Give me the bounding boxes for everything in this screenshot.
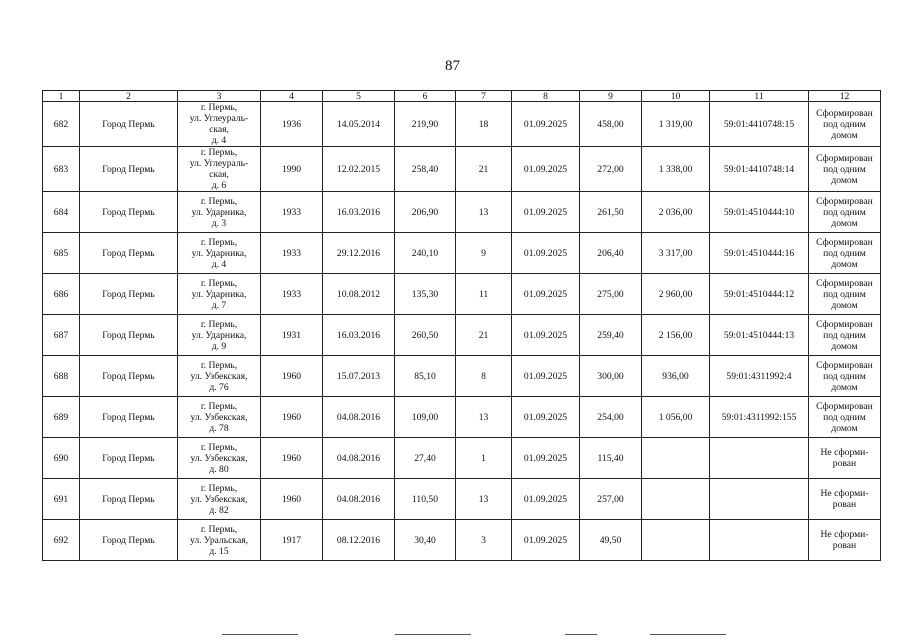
value-cell: 1 338,00: [642, 147, 710, 192]
status-line: под одним: [823, 370, 866, 382]
date-cell: 12.02.2015: [323, 147, 395, 192]
address-line: ул. Углеураль-: [189, 158, 249, 169]
land-status-cell: [809, 233, 881, 274]
year-built-cell: 1933: [261, 192, 323, 233]
year-built-cell: 1917: [261, 520, 323, 561]
status-line: рован: [832, 499, 857, 510]
table-row: [43, 479, 881, 520]
row-number-cell: 688: [43, 356, 80, 397]
address-line: ул. Узбекская,: [190, 452, 248, 464]
address-line: д. 3: [211, 217, 227, 229]
column-number-row: [43, 91, 881, 102]
value-cell: 254,00: [580, 397, 642, 438]
value-cell: [642, 479, 710, 520]
row-number-cell: 683: [43, 147, 80, 192]
status-line: Сформирован: [816, 195, 873, 207]
address-line: ская,: [209, 124, 229, 135]
row-number-cell: 691: [43, 479, 80, 520]
address-line: г. Пермь,: [200, 147, 238, 158]
status-line: рован: [832, 458, 857, 469]
planned-date-cell: 01.09.2025: [512, 356, 580, 397]
address-cell: [178, 397, 261, 438]
date-cell: 04.08.2016: [323, 397, 395, 438]
land-status-cell: [809, 315, 881, 356]
municipality-cell: Город Пермь: [80, 356, 178, 397]
planned-date-cell: 01.09.2025: [512, 479, 580, 520]
status-line: Сформирован: [816, 318, 873, 330]
table-row: [43, 274, 881, 315]
municipality-cell: Город Пермь: [80, 397, 178, 438]
status-line: Не сформи-: [820, 488, 869, 499]
value-cell: 275,00: [580, 274, 642, 315]
column-header: 4: [261, 91, 323, 102]
date-cell: 08.12.2016: [323, 520, 395, 561]
value-cell: 1 319,00: [642, 102, 710, 147]
count-cell: 1: [456, 438, 512, 479]
land-status-cell: [809, 397, 881, 438]
planned-date-cell: 01.09.2025: [512, 147, 580, 192]
footer-rule: [565, 634, 597, 635]
address-line: д. 80: [209, 463, 229, 475]
address-cell: [178, 315, 261, 356]
year-built-cell: 1960: [261, 479, 323, 520]
status-line: Сформирован: [816, 277, 873, 289]
status-line: под одним: [823, 118, 866, 130]
address-cell: [178, 233, 261, 274]
row-number-cell: 692: [43, 520, 80, 561]
land-status-cell: [809, 274, 881, 315]
address-cell: [178, 356, 261, 397]
planned-date-cell: 01.09.2025: [512, 397, 580, 438]
date-cell: 04.08.2016: [323, 479, 395, 520]
value-cell: 2 156,00: [642, 315, 710, 356]
date-cell: 10.08.2012: [323, 274, 395, 315]
status-line: домом: [831, 340, 858, 352]
area-cell: 109,00: [395, 397, 456, 438]
column-header: 10: [642, 91, 710, 102]
column-header: 1: [43, 91, 80, 102]
value-cell: 936,00: [642, 356, 710, 397]
address-line: ул. Узбекская,: [190, 493, 248, 505]
area-cell: 30,40: [395, 520, 456, 561]
cadastral-number-cell: 59:01:4510444:16: [710, 233, 809, 274]
value-cell: 3 317,00: [642, 233, 710, 274]
status-line: рован: [832, 540, 857, 551]
column-header: 8: [512, 91, 580, 102]
municipality-cell: Город Пермь: [80, 274, 178, 315]
column-header: 3: [178, 91, 261, 102]
address-line: д. 7: [211, 299, 227, 311]
row-number-cell: 685: [43, 233, 80, 274]
land-status-cell: [809, 192, 881, 233]
municipality-cell: Город Пермь: [80, 233, 178, 274]
municipality-cell: Город Пермь: [80, 438, 178, 479]
address-line: г. Пермь,: [200, 523, 238, 535]
table-row: [43, 438, 881, 479]
date-cell: 15.07.2013: [323, 356, 395, 397]
column-header: 11: [710, 91, 809, 102]
planned-date-cell: 01.09.2025: [512, 520, 580, 561]
address-line: ул. Узбекская,: [190, 411, 248, 423]
address-cell: [178, 438, 261, 479]
status-line: Сформирован: [816, 107, 873, 119]
year-built-cell: 1990: [261, 147, 323, 192]
address-line: ская,: [209, 169, 229, 180]
value-cell: 1 056,00: [642, 397, 710, 438]
cadastral-number-cell: 59:01:4510444:12: [710, 274, 809, 315]
address-cell: [178, 479, 261, 520]
address-line: г. Пермь,: [200, 236, 238, 248]
count-cell: 13: [456, 479, 512, 520]
table-body: [43, 91, 881, 561]
date-cell: 14.05.2014: [323, 102, 395, 147]
cadastral-number-cell: 59:01:4311992:155: [710, 397, 809, 438]
cadastral-number-cell: 59:01:4510444:10: [710, 192, 809, 233]
address-cell: [178, 520, 261, 561]
address-line: ул. Ударника,: [191, 329, 247, 341]
municipality-cell: Город Пермь: [80, 315, 178, 356]
status-line: домом: [831, 258, 858, 270]
date-cell: 16.03.2016: [323, 192, 395, 233]
area-cell: 85,10: [395, 356, 456, 397]
row-number-cell: 682: [43, 102, 80, 147]
municipality-cell: Город Пермь: [80, 520, 178, 561]
table-row: [43, 192, 881, 233]
value-cell: 2 960,00: [642, 274, 710, 315]
address-line: г. Пермь,: [200, 318, 238, 330]
value-cell: 259,40: [580, 315, 642, 356]
year-built-cell: 1933: [261, 233, 323, 274]
value-cell: 49,50: [580, 520, 642, 561]
row-number-cell: 689: [43, 397, 80, 438]
table-row: [43, 315, 881, 356]
year-built-cell: 1931: [261, 315, 323, 356]
row-number-cell: 686: [43, 274, 80, 315]
year-built-cell: 1960: [261, 397, 323, 438]
cadastral-number-cell: 59:01:4410748:15: [710, 102, 809, 147]
page-number: 87: [445, 58, 460, 74]
count-cell: 3: [456, 520, 512, 561]
footer-rule: [650, 634, 726, 635]
address-line: ул. Углеураль-: [189, 113, 249, 124]
table-row: [43, 233, 881, 274]
date-cell: 16.03.2016: [323, 315, 395, 356]
count-cell: 13: [456, 192, 512, 233]
column-header: 5: [323, 91, 395, 102]
land-status-cell: [809, 147, 881, 192]
status-line: домом: [831, 174, 858, 186]
address-line: ул. Ударника,: [191, 288, 247, 300]
municipality-cell: Город Пермь: [80, 192, 178, 233]
status-line: под одним: [823, 206, 866, 218]
address-cell: [178, 192, 261, 233]
status-line: Сформирован: [816, 359, 873, 371]
status-line: Не сформи-: [820, 529, 869, 540]
address-line: д. 6: [211, 180, 227, 191]
year-built-cell: 1960: [261, 438, 323, 479]
status-line: под одним: [823, 247, 866, 259]
address-line: г. Пермь,: [200, 195, 238, 207]
address-line: г. Пермь,: [200, 102, 238, 113]
address-line: д. 4: [211, 135, 227, 146]
status-line: Не сформи-: [820, 447, 869, 458]
planned-date-cell: 01.09.2025: [512, 438, 580, 479]
row-number-cell: 687: [43, 315, 80, 356]
count-cell: 8: [456, 356, 512, 397]
area-cell: 27,40: [395, 438, 456, 479]
address-line: г. Пермь,: [200, 277, 238, 289]
table-row: [43, 520, 881, 561]
value-cell: 257,00: [580, 479, 642, 520]
value-cell: 300,00: [580, 356, 642, 397]
count-cell: 21: [456, 147, 512, 192]
address-line: г. Пермь,: [200, 359, 238, 371]
planned-date-cell: 01.09.2025: [512, 192, 580, 233]
value-cell: [642, 438, 710, 479]
cadastral-number-cell: [710, 479, 809, 520]
count-cell: 11: [456, 274, 512, 315]
status-line: домом: [831, 381, 858, 393]
municipality-cell: Город Пермь: [80, 102, 178, 147]
address-cell: [178, 147, 261, 192]
address-line: д. 15: [209, 545, 229, 557]
cadastral-number-cell: 59:01:4410748:14: [710, 147, 809, 192]
area-cell: 240,10: [395, 233, 456, 274]
planned-date-cell: 01.09.2025: [512, 274, 580, 315]
status-line: под одним: [823, 288, 866, 300]
row-number-cell: 684: [43, 192, 80, 233]
planned-date-cell: 01.09.2025: [512, 102, 580, 147]
municipality-cell: Город Пермь: [80, 479, 178, 520]
area-cell: 206,90: [395, 192, 456, 233]
status-line: Сформирован: [816, 236, 873, 248]
table-row: [43, 397, 881, 438]
count-cell: 9: [456, 233, 512, 274]
address-line: г. Пермь,: [200, 400, 238, 412]
address-line: д. 9: [211, 340, 227, 352]
value-cell: 458,00: [580, 102, 642, 147]
count-cell: 21: [456, 315, 512, 356]
table-row: [43, 102, 881, 147]
table-row: [43, 147, 881, 192]
area-cell: 219,90: [395, 102, 456, 147]
status-line: Сформирован: [816, 400, 873, 412]
count-cell: 13: [456, 397, 512, 438]
column-header: 12: [809, 91, 881, 102]
value-cell: 206,40: [580, 233, 642, 274]
status-line: под одним: [823, 329, 866, 341]
address-line: д. 4: [211, 258, 227, 270]
address-line: ул. Ударника,: [191, 206, 247, 218]
count-cell: 18: [456, 102, 512, 147]
planned-date-cell: 01.09.2025: [512, 233, 580, 274]
footer-rule: [395, 634, 471, 635]
status-line: домом: [831, 299, 858, 311]
year-built-cell: 1933: [261, 274, 323, 315]
value-cell: 261,50: [580, 192, 642, 233]
date-cell: 29.12.2016: [323, 233, 395, 274]
column-header: 7: [456, 91, 512, 102]
address-cell: [178, 102, 261, 147]
value-cell: 272,00: [580, 147, 642, 192]
municipality-cell: Город Пермь: [80, 147, 178, 192]
address-line: г. Пермь,: [200, 441, 238, 453]
year-built-cell: 1960: [261, 356, 323, 397]
status-line: под одним: [823, 411, 866, 423]
status-line: под одним: [823, 163, 866, 175]
footer-rule: [222, 634, 298, 635]
column-header: 2: [80, 91, 178, 102]
land-status-cell: [809, 438, 881, 479]
status-line: домом: [831, 422, 858, 434]
table-row: [43, 356, 881, 397]
cadastral-number-cell: [710, 438, 809, 479]
address-line: д. 82: [209, 504, 229, 516]
status-line: домом: [831, 217, 858, 229]
area-cell: 135,30: [395, 274, 456, 315]
date-cell: 04.08.2016: [323, 438, 395, 479]
address-line: ул. Уральская,: [189, 534, 249, 546]
land-status-cell: [809, 520, 881, 561]
address-line: ул. Ударника,: [191, 247, 247, 259]
land-status-cell: [809, 356, 881, 397]
year-built-cell: 1936: [261, 102, 323, 147]
address-line: д. 78: [209, 422, 229, 434]
status-line: домом: [831, 129, 858, 141]
value-cell: [642, 520, 710, 561]
column-header: 9: [580, 91, 642, 102]
area-cell: 110,50: [395, 479, 456, 520]
address-cell: [178, 274, 261, 315]
row-number-cell: 690: [43, 438, 80, 479]
address-line: ул. Узбекская,: [190, 370, 248, 382]
cadastral-number-cell: [710, 520, 809, 561]
status-line: Сформирован: [816, 152, 873, 164]
land-status-cell: [809, 102, 881, 147]
cadastral-number-cell: 59:01:4510444:13: [710, 315, 809, 356]
value-cell: 115,40: [580, 438, 642, 479]
value-cell: 2 036,00: [642, 192, 710, 233]
planned-date-cell: 01.09.2025: [512, 315, 580, 356]
housing-registry-table: [42, 90, 881, 561]
column-header: 6: [395, 91, 456, 102]
address-line: д. 76: [209, 381, 229, 393]
area-cell: 258,40: [395, 147, 456, 192]
land-status-cell: [809, 479, 881, 520]
cadastral-number-cell: 59:01:4311992:4: [710, 356, 809, 397]
address-line: г. Пермь,: [200, 482, 238, 494]
area-cell: 260,50: [395, 315, 456, 356]
